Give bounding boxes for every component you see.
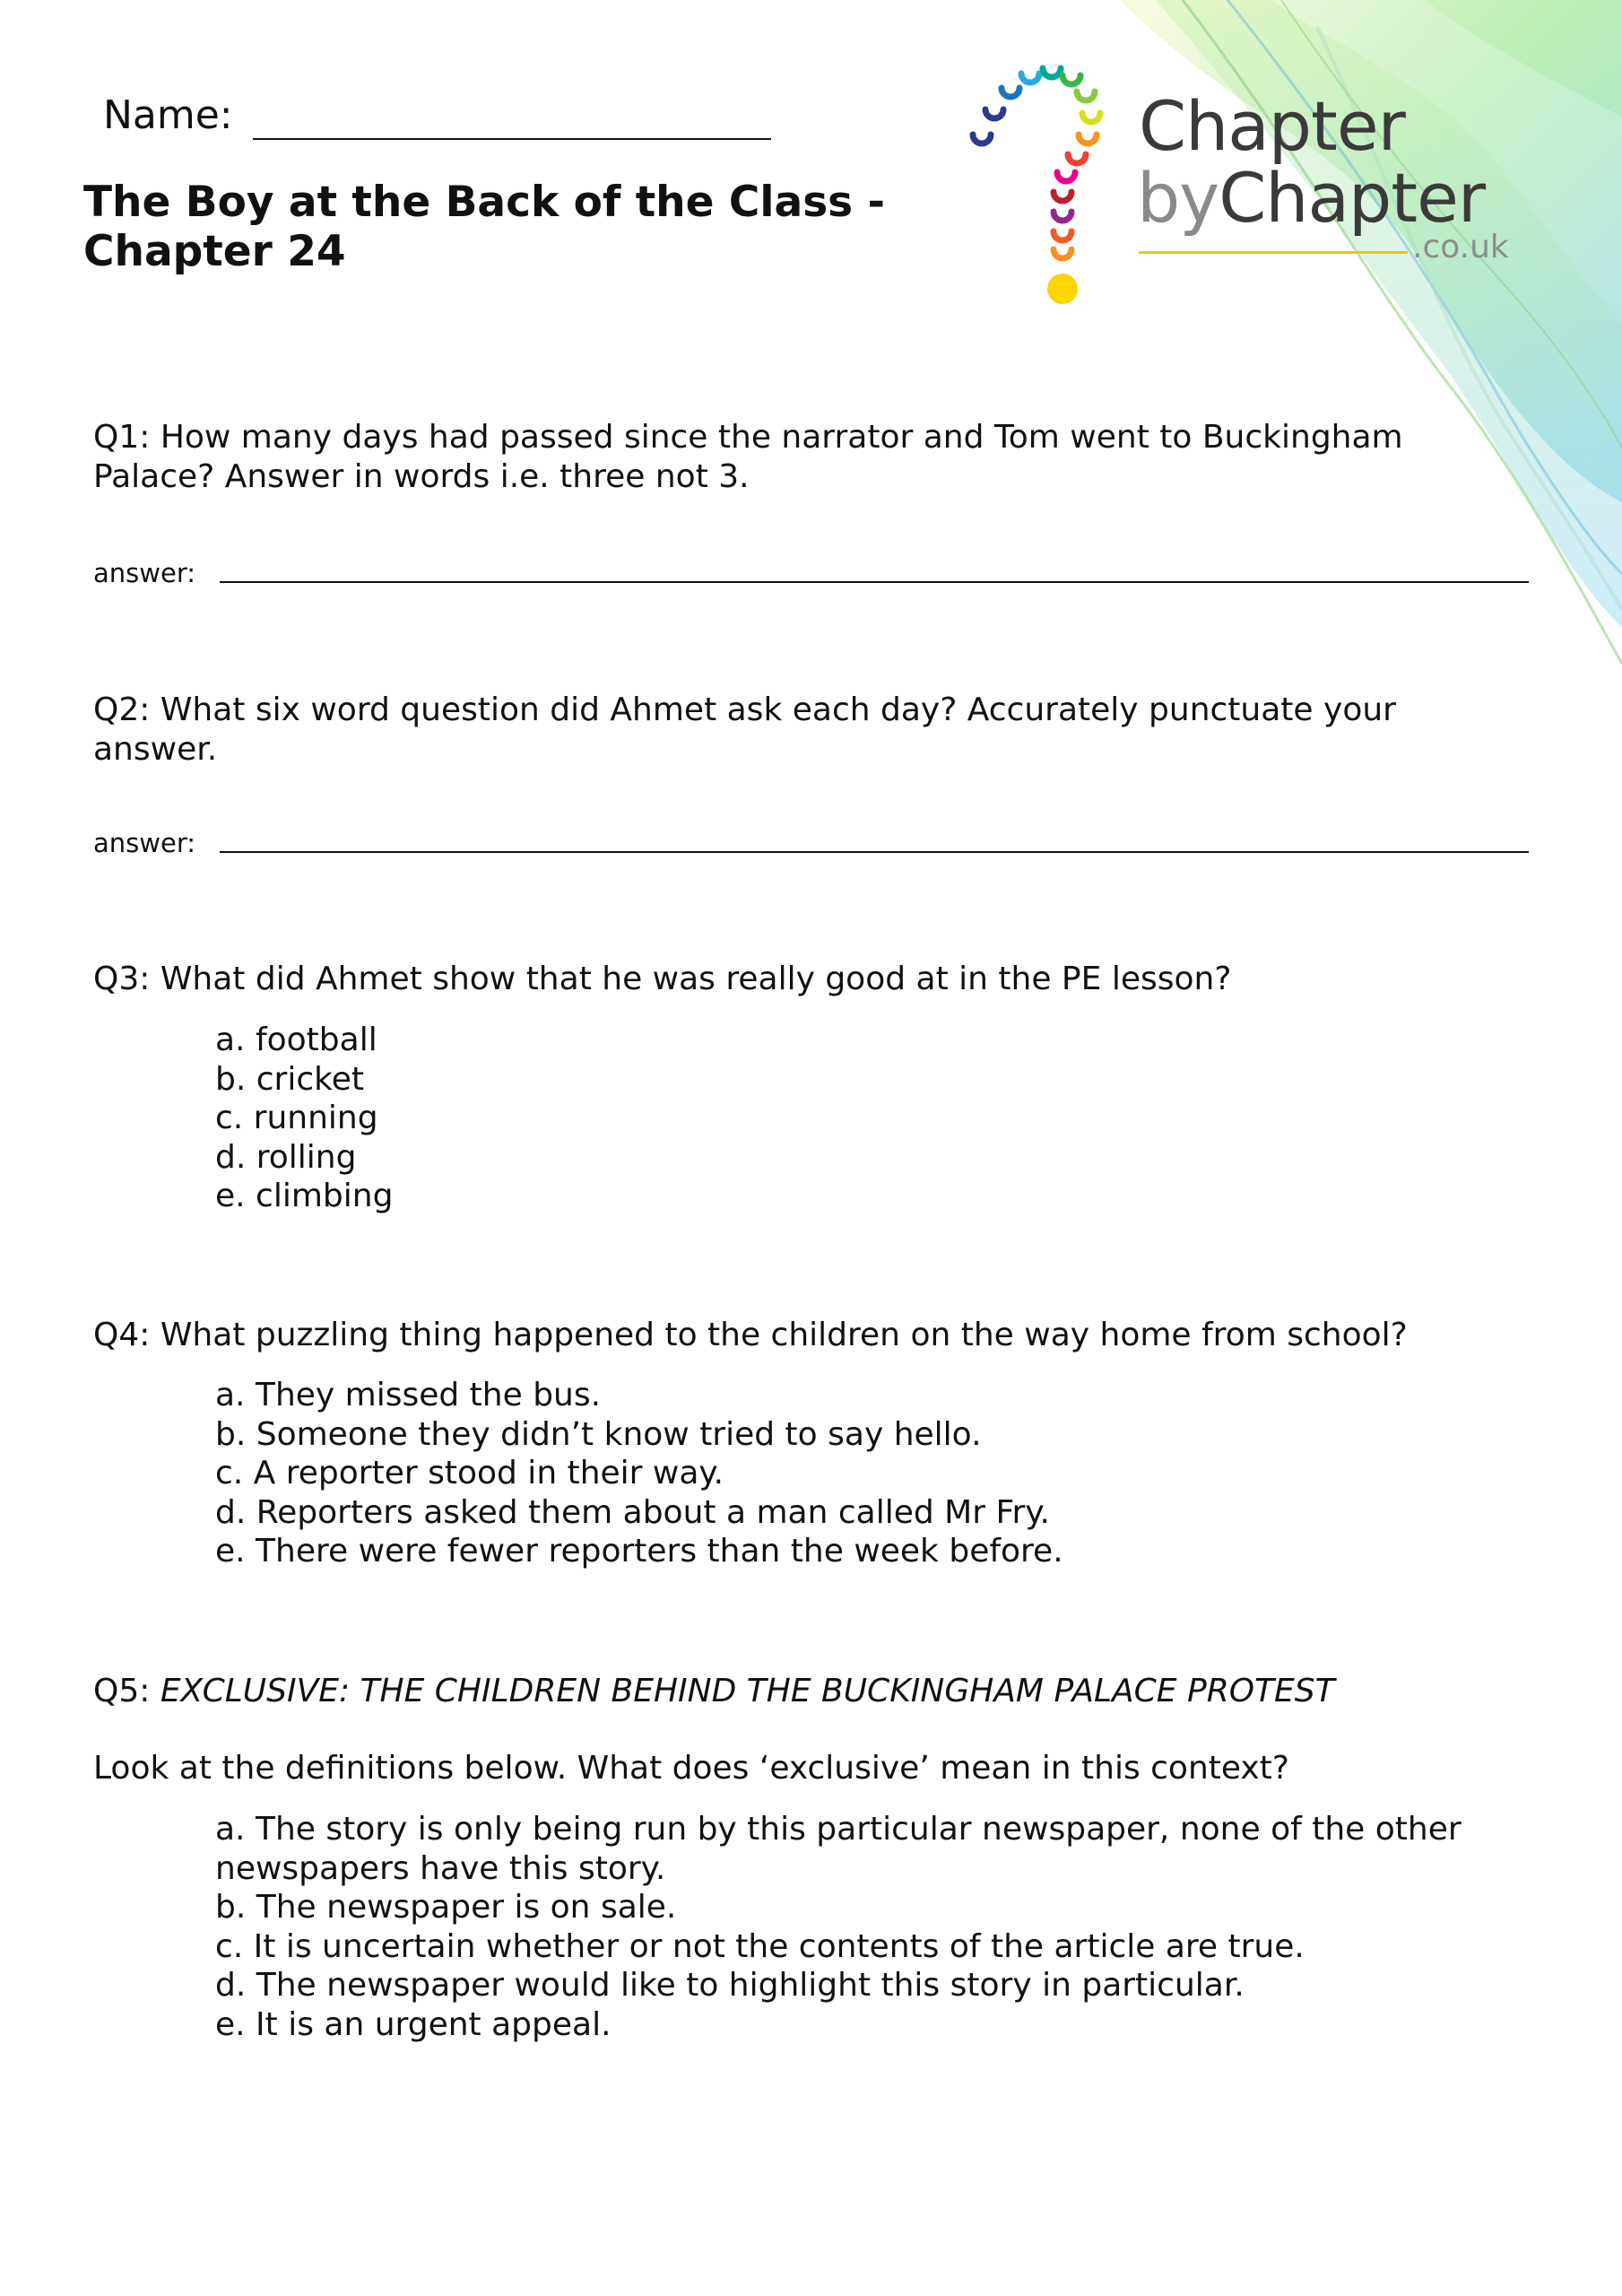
q3-options xyxy=(215,1021,1524,1216)
question-2: Q2: What six word question did Ahmet ask each day? Accurately punctuate your answer. xyxy=(93,691,1396,768)
question-4: Q4: What puzzling thing happened to the children on the way home from school? xyxy=(93,1317,1408,1353)
q4-option-c[interactable]: c. A reporter stood in their way. xyxy=(215,1455,724,1492)
q4-option-d[interactable]: d. Reporters asked them about a man called Mr Fry. xyxy=(215,1493,1050,1531)
q1-answer-line[interactable] xyxy=(220,581,1529,583)
q5-option-a[interactable]: a. The story is only being run by this particular newspaper, none of the other newspapers have this story. xyxy=(215,1811,1462,1887)
q5-option-d[interactable]: d. The newspaper would like to highlight this story in particular. xyxy=(215,1967,1245,2004)
question-5-heading xyxy=(93,1672,1474,1711)
logo-chapter-text-2: Chapter xyxy=(1219,158,1486,238)
q1-answer-label: answer: xyxy=(93,558,196,588)
worksheet-title: The Boy at the Back of the Class - Chapter 24 xyxy=(83,178,886,276)
q3-option-c[interactable]: c. running xyxy=(215,1100,378,1136)
q5-option-b[interactable]: b. The newspaper is on sale. xyxy=(215,1889,677,1926)
logo-underline xyxy=(1139,251,1408,254)
q4-option-b[interactable]: b. Someone they didn’t know tried to say hello. xyxy=(215,1415,982,1453)
logo-chapter-text: Chapter xyxy=(1139,86,1405,166)
question-1: Q1: How many days had passed since the narrator and Tom went to Buckingham Palace? Answer in words i.e. three not 3. xyxy=(93,419,1403,495)
q4-options xyxy=(215,1376,1524,1571)
logo-by-text: by xyxy=(1137,158,1219,238)
q3-option-e[interactable]: e. climbing xyxy=(215,1178,394,1214)
q2-answer-line[interactable] xyxy=(220,851,1529,853)
q4-option-e[interactable]: e. There were fewer reporters than the week before. xyxy=(215,1533,1063,1570)
q2-answer-label: answer: xyxy=(93,828,196,858)
q5-prefix: Q5: xyxy=(93,1673,160,1709)
question-3: Q3: What did Ahmet show that he was really good at in the PE lesson? xyxy=(93,961,1232,997)
q3-option-d[interactable]: d. rolling xyxy=(215,1138,357,1176)
q5-option-e[interactable]: e. It is an urgent appeal. xyxy=(215,2005,612,2043)
q5-options xyxy=(215,1810,1524,2044)
q3-option-a[interactable]: a. football xyxy=(215,1022,377,1058)
q5-headline: EXCLUSIVE: THE CHILDREN BEHIND THE BUCKINGHAM PALACE PROTEST xyxy=(160,1673,1335,1709)
q4-option-a[interactable]: a. They missed the bus. xyxy=(215,1377,602,1413)
question-5: Look at the definitions below. What does ‘exclusive’ mean in this context? xyxy=(93,1750,1289,1787)
logo-by-chapter-text xyxy=(1137,158,1486,238)
name-label: Name: xyxy=(103,92,233,138)
logo-domain-text: .co.uk xyxy=(1412,229,1509,265)
q3-option-b[interactable]: b. cricket xyxy=(215,1060,364,1098)
q5-option-c[interactable]: c. It is uncertain whether or not the contents of the article are true. xyxy=(215,1927,1305,1965)
name-field-line[interactable] xyxy=(253,138,771,140)
